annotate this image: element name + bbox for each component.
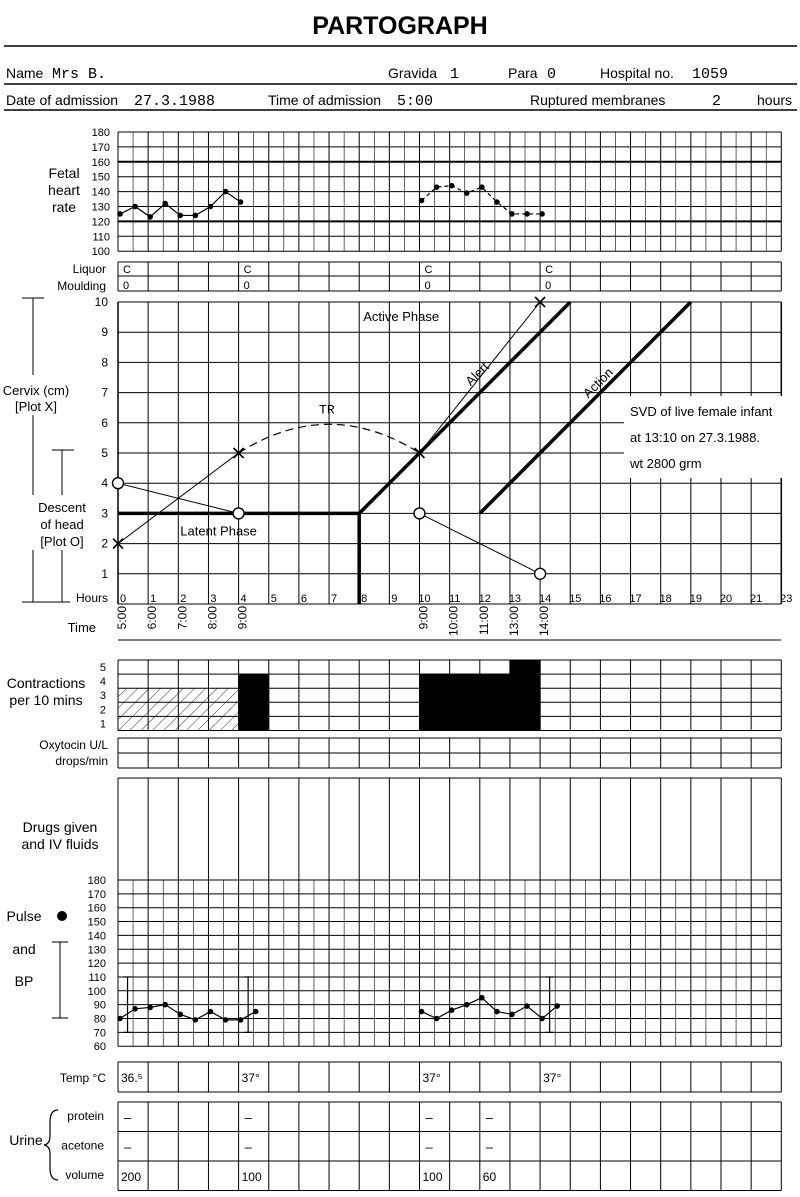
pulse-line (120, 1005, 256, 1020)
tr-label: TR (319, 402, 335, 418)
hour-label: 3 (210, 593, 217, 605)
contraction-bar (480, 674, 510, 730)
cervix-tick-label: 6 (101, 415, 108, 430)
pulse-point (539, 1016, 545, 1022)
time-value: 13:00 (506, 606, 521, 637)
fhr-tick-label: 140 (91, 186, 110, 199)
urine-row-label: volume (65, 1168, 104, 1182)
fhr-point (509, 211, 515, 217)
oxytocin-label: drops/min (55, 754, 108, 768)
fhr-point (419, 198, 425, 204)
pulse-point (479, 995, 485, 1001)
pulse-tick-label: 140 (87, 930, 106, 943)
urine-protein-value: – (485, 1110, 494, 1125)
contraction-bar (118, 688, 148, 730)
fhr-point (117, 211, 123, 217)
time-value: 8:00 (205, 606, 220, 630)
urine-acetone-value: – (425, 1139, 433, 1155)
descent-o-mark (414, 508, 425, 519)
hour-label: 17 (629, 593, 642, 605)
contraction-bar (510, 660, 540, 731)
fhr-point (132, 204, 138, 210)
cervix-label: Cervix (cm) (2, 383, 70, 398)
pulse-point (253, 1009, 259, 1015)
urine-protein-value: – (244, 1110, 252, 1125)
urine-protein-value: – (425, 1110, 433, 1125)
pulse-point (223, 1017, 229, 1023)
pulse-point (238, 1017, 244, 1023)
contraction-bar (178, 688, 208, 730)
time-value: 9:00 (416, 606, 431, 630)
fhr-tick-label: 150 (91, 171, 110, 184)
moulding-value: 0 (424, 280, 431, 292)
page-title: PARTOGRAPH (312, 12, 488, 40)
pulse-point (464, 1002, 470, 1008)
fhr-point (223, 189, 229, 195)
contractions-tick-label: 5 (99, 662, 106, 674)
descent-o-mark (535, 568, 546, 579)
fhr-point (208, 204, 214, 210)
contractions-tick-label: 1 (99, 718, 106, 731)
descent-o-mark (233, 508, 244, 519)
urine-acetone-value: – (244, 1139, 252, 1155)
urine-acetone-value: – (485, 1139, 494, 1155)
liquor-value: C (123, 264, 131, 276)
hour-label: 13 (508, 593, 522, 605)
hospital-no-value: 1059 (692, 66, 729, 83)
hours-label: Hours (75, 591, 108, 605)
fhr-point (193, 213, 199, 219)
urine-row-label: acetone (61, 1138, 104, 1153)
time-value: 14:00 (537, 606, 552, 637)
pulse-point (494, 1009, 500, 1015)
pulse-tick-label: 90 (93, 999, 106, 1012)
contraction-bar (148, 688, 178, 730)
hour-label: 10 (418, 593, 431, 605)
descent-o-mark (113, 478, 124, 489)
contractions-label: per 10 mins (9, 692, 83, 708)
liquor-label: Liquor (72, 262, 106, 276)
liquor-value: C (545, 264, 554, 276)
time-value: 5:00 (115, 606, 129, 630)
time-value: 11:00 (476, 606, 491, 636)
gravida-label: Gravida (388, 65, 438, 81)
pulse-tick-label: 60 (93, 1041, 106, 1054)
temp-label: Temp °C (59, 1071, 106, 1085)
admission-date-value: 27.3.1988 (134, 93, 216, 110)
fhr-point (178, 213, 184, 219)
pulse-tick-label: 180 (87, 875, 106, 887)
pulse-point (132, 1006, 138, 1012)
pulse-point (434, 1016, 440, 1022)
pulse-point (162, 1002, 168, 1008)
cervix-label: [Plot X] (15, 399, 57, 414)
drugs-label: and IV fluids (21, 836, 99, 852)
hour-label: 2 (180, 593, 187, 605)
contractions-tick-label: 3 (99, 690, 106, 703)
hour-label: 7 (330, 593, 338, 605)
fhr-tick-label: 120 (91, 216, 110, 229)
pulse-tick-label: 160 (87, 902, 106, 915)
cervix-tick-label: 4 (101, 476, 108, 491)
hour-label: 15 (569, 593, 582, 605)
pulse-point (419, 1009, 425, 1015)
hour-label: 5 (270, 593, 277, 605)
cervix-tick-label: 5 (101, 446, 108, 460)
delivery-note-line: wt 2800 grm (630, 456, 702, 471)
pulse-tick-label: 110 (88, 971, 106, 984)
fhr-point (479, 184, 485, 190)
time-value: 6:00 (145, 606, 160, 630)
fhr-point (238, 199, 244, 205)
contraction-bar (420, 674, 450, 730)
para-label: Para (508, 65, 538, 81)
pulse-point (509, 1012, 515, 1018)
cervix-tick-label: 9 (101, 325, 108, 340)
cervix-tick-label: 3 (101, 506, 108, 521)
cervix-tick-label: 1 (101, 566, 108, 581)
cervix-tick-label: 7 (101, 385, 108, 400)
contractions-tick-label: 4 (99, 676, 106, 689)
pulse-point (208, 1009, 214, 1015)
fhr-point (147, 214, 153, 220)
contractions-label: Contractions (6, 675, 86, 691)
urine-volume-value: 100 (241, 1170, 262, 1184)
fhr-point (449, 183, 455, 189)
pulse-line (422, 998, 558, 1019)
hour-label: 18 (659, 593, 672, 605)
pulse-tick-label: 120 (87, 958, 106, 971)
fhr-tick-label: 180 (91, 127, 110, 139)
hour-label: 16 (599, 593, 612, 605)
admission-time-value: 5:00 (397, 93, 434, 110)
urine-volume-value: 100 (422, 1170, 443, 1184)
hour-label: 4 (240, 593, 247, 605)
temp-value: 37° (422, 1071, 441, 1085)
delivery-note-line: at 13:10 on 27.3.1988. (630, 430, 761, 445)
delivery-note-line: SVD of live female infant (630, 404, 773, 419)
gravida-value: 1 (450, 66, 460, 83)
action-label: Action (579, 364, 617, 401)
time-value: 7:00 (175, 606, 190, 630)
pulse-point (449, 1007, 455, 1013)
para-value: 0 (547, 66, 557, 83)
pulse-tick-label: 130 (87, 944, 106, 957)
hour-label: 6 (300, 593, 307, 605)
header-fields (6, 65, 792, 110)
hospital-no-label: Hospital no. (600, 65, 674, 81)
pulse-point (147, 1005, 153, 1011)
descent-label: Descent (38, 500, 86, 515)
urine-label: Urine (9, 1132, 43, 1148)
cervix-tick-label: 2 (101, 536, 108, 551)
hour-label: 11 (448, 593, 461, 605)
fhr-point (539, 211, 545, 217)
pulse-point (524, 1003, 530, 1009)
moulding-value: 0 (545, 280, 552, 292)
time-label: Time (67, 620, 96, 635)
pulse-tick-label: 100 (87, 985, 106, 998)
fhr-tick-label: 130 (91, 201, 110, 214)
temp-value: 37° (543, 1071, 562, 1085)
fhr-tick-label: 110 (92, 231, 110, 244)
fhr-point (434, 184, 440, 190)
urine-acetone-value: – (124, 1139, 132, 1155)
name-label: Name (6, 65, 44, 81)
contraction-bar (450, 674, 480, 730)
urine-row-label: protein (67, 1109, 104, 1123)
hour-label: 0 (119, 593, 127, 605)
urine-protein-value: – (124, 1110, 132, 1125)
alert-line (359, 302, 570, 513)
oxytocin-label: Oxytocin U/L (39, 738, 108, 752)
fhr-point (494, 199, 500, 205)
fhr-tick-label: 170 (91, 141, 110, 154)
cervix-tick-label: 10 (94, 295, 108, 309)
urine-volume-value: 60 (482, 1170, 497, 1184)
pulse-legend-dot (57, 911, 67, 921)
admission-time-label: Time of admission (268, 92, 382, 108)
hour-label: 1 (150, 593, 157, 605)
hour-label: 19 (689, 593, 702, 605)
pulse-tick-label: 80 (93, 1013, 106, 1026)
contraction-bar (239, 674, 269, 730)
hour-label: 8 (361, 593, 368, 605)
and-label: and (12, 941, 36, 957)
urine-brace (44, 1110, 58, 1180)
bp-label: BP (14, 973, 34, 989)
fhr-point (162, 201, 168, 207)
contractions-tick-label: 2 (99, 704, 106, 717)
name-value: Mrs B. (52, 66, 107, 83)
fhr-label: rate (51, 199, 77, 215)
moulding-label: Moulding (57, 279, 106, 293)
moulding-value: 0 (243, 280, 250, 292)
active-phase-label: Active Phase (363, 309, 440, 325)
fhr-tick-label: 100 (91, 246, 110, 259)
fhr-point (464, 190, 470, 196)
alert-label: Alert (462, 359, 492, 389)
admission-date-label: Date of admission (6, 92, 119, 108)
ruptured-membranes-value: 2 (712, 93, 722, 110)
pulse-tick-label: 150 (87, 916, 106, 929)
hour-label: 12 (478, 593, 491, 605)
pulse-point (554, 1003, 560, 1009)
fhr-label: Fetal (48, 165, 80, 181)
pulse-tick-label: 170 (87, 888, 106, 901)
temp-value: 36.⁵ (121, 1071, 143, 1085)
pulse-point (178, 1012, 184, 1018)
ruptured-membranes-unit: hours (757, 92, 793, 108)
liquor-value: C (243, 264, 252, 276)
urine-volume-value: 200 (121, 1170, 142, 1184)
fhr-tick-label: 160 (91, 156, 110, 169)
drugs-label: Drugs given (22, 819, 98, 835)
time-value: 9:00 (235, 606, 250, 630)
pulse-tick-label: 70 (93, 1027, 106, 1040)
descent-label: [Plot O] (40, 534, 84, 549)
contraction-bar (208, 688, 238, 730)
pulse-point (117, 1016, 123, 1022)
hour-label: 23 (780, 593, 793, 605)
ruptured-membranes-label: Ruptured membranes (530, 92, 666, 108)
pulse-point (193, 1017, 199, 1023)
fhr-point (524, 211, 530, 217)
liquor-value: C (424, 264, 433, 276)
hour-label: 20 (719, 593, 733, 605)
cervix-tick-label: 8 (101, 355, 108, 370)
descent-label: of head (40, 517, 84, 532)
pulse-label: Pulse (6, 908, 42, 924)
hour-label: 9 (391, 593, 398, 605)
latent-phase-label: Latent Phase (180, 523, 257, 539)
hour-label: 14 (538, 593, 552, 605)
fhr-label: heart (48, 182, 80, 198)
moulding-value: 0 (123, 280, 130, 292)
time-value: 10:00 (446, 606, 461, 637)
hour-label: 21 (750, 593, 763, 605)
temp-value: 37° (241, 1071, 260, 1085)
